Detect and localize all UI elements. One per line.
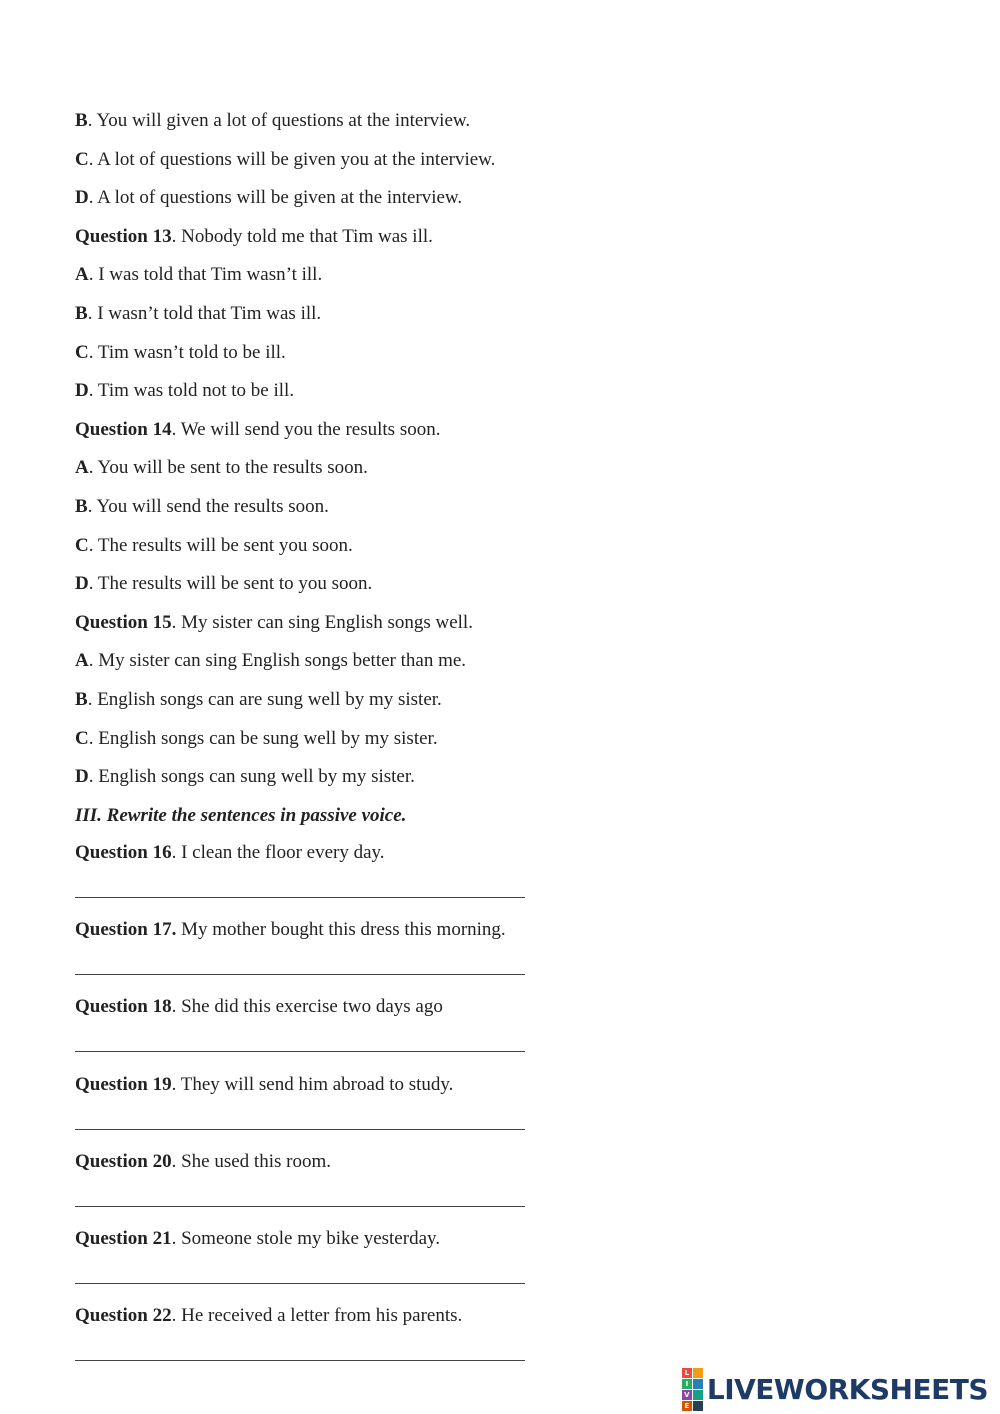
- rewrite-question: [75, 918, 506, 942]
- answer-blank[interactable]: [75, 1360, 525, 1361]
- answer-option[interactable]: [75, 765, 415, 789]
- answer-blank[interactable]: [75, 1051, 525, 1052]
- question-text: . Nobody told me that Tim was ill.: [171, 225, 433, 247]
- rewrite-question: [75, 1150, 331, 1174]
- logo-tile: [693, 1401, 703, 1411]
- answer-option[interactable]: [75, 688, 442, 712]
- question-number: Question 20: [75, 1150, 172, 1172]
- logo-tile: [693, 1390, 703, 1400]
- rewrite-question: [75, 841, 385, 865]
- option-text: . English songs can be sung well by my sister.: [88, 727, 438, 749]
- rewrite-question: [75, 995, 443, 1019]
- option-text: . Tim wasn’t told to be ill.: [88, 341, 286, 363]
- option-letter: D: [75, 766, 89, 788]
- answer-option[interactable]: [75, 649, 466, 673]
- answer-blank[interactable]: [75, 974, 525, 975]
- logo-tile: L: [682, 1368, 692, 1378]
- answer-option[interactable]: [75, 263, 322, 287]
- option-text: . The results will be sent to you soon.: [88, 573, 373, 595]
- answer-blank[interactable]: [75, 897, 525, 898]
- answer-option[interactable]: [75, 109, 470, 133]
- question-number: Question 21: [75, 1228, 172, 1249]
- answer-option[interactable]: [75, 456, 368, 480]
- answer-option[interactable]: [75, 302, 321, 326]
- logo-tile: [693, 1368, 703, 1378]
- question-number: Question 15: [75, 611, 172, 633]
- liveworksheets-logo-icon: [682, 1368, 703, 1411]
- answer-option[interactable]: [75, 727, 438, 751]
- option-letter: C: [75, 148, 89, 170]
- question-text: . They will send him abroad to study.: [171, 1073, 454, 1095]
- option-text: . A lot of questions will be given you at the interview.: [88, 148, 496, 170]
- option-letter: B: [75, 496, 88, 517]
- option-letter: B: [75, 110, 88, 131]
- option-letter: B: [75, 303, 88, 324]
- question-text: . My sister can sing English songs well.: [171, 611, 473, 633]
- logo-tile: [693, 1379, 703, 1389]
- option-text: . You will given a lot of questions at the interview.: [87, 110, 471, 131]
- question-text: . He received a letter from his parents.: [171, 1305, 463, 1327]
- answer-option[interactable]: [75, 534, 353, 558]
- answer-option[interactable]: [75, 186, 462, 210]
- question-prompt: [75, 225, 433, 249]
- answer-option[interactable]: [75, 379, 294, 403]
- option-letter: B: [75, 689, 88, 710]
- question-number: Question 19: [75, 1073, 172, 1095]
- option-letter: D: [75, 573, 89, 595]
- question-number: Question 17.: [75, 919, 177, 941]
- option-letter: A: [75, 457, 89, 479]
- question-text: . Someone stole my bike yesterday.: [171, 1228, 441, 1249]
- option-letter: D: [75, 380, 89, 402]
- option-text: . English songs can sung well by my sister.: [88, 766, 415, 788]
- logo-tile: I: [682, 1379, 692, 1389]
- option-letter: A: [75, 650, 89, 672]
- answer-option[interactable]: [75, 495, 329, 519]
- question-prompt: [75, 611, 473, 635]
- option-letter: D: [75, 187, 89, 209]
- logo-tile: V: [682, 1390, 692, 1400]
- answer-option[interactable]: [75, 148, 495, 172]
- option-text: . English songs can are sung well by my sister.: [87, 689, 442, 710]
- option-text: . The results will be sent you soon.: [88, 534, 353, 556]
- option-text: . You will be sent to the results soon.: [88, 457, 368, 479]
- option-letter: C: [75, 341, 89, 363]
- question-number: Question 14: [75, 418, 172, 440]
- answer-blank[interactable]: [75, 1129, 525, 1130]
- question-text: . I clean the floor every day.: [171, 842, 385, 863]
- question-number: Question 22: [75, 1305, 172, 1327]
- option-letter: C: [75, 727, 89, 749]
- option-text: . My sister can sing English songs better than me.: [88, 650, 467, 672]
- liveworksheets-footer: [682, 1368, 988, 1410]
- rewrite-question: [75, 1304, 462, 1328]
- question-number: Question 18: [75, 996, 172, 1018]
- section-title: III. Rewrite the sentences in passive voice.: [75, 804, 407, 826]
- option-text: . I was told that Tim wasn’t ill.: [88, 264, 323, 286]
- rewrite-question: [75, 1227, 440, 1251]
- question-number: Question 13: [75, 225, 172, 247]
- rewrite-question: [75, 1073, 453, 1097]
- question-number: Question 16: [75, 842, 172, 863]
- answer-blank[interactable]: [75, 1283, 525, 1284]
- brand-name: LIVEWORKSHEETS: [706, 1372, 988, 1406]
- question-text: . We will send you the results soon.: [171, 418, 441, 440]
- answer-blank[interactable]: [75, 1206, 525, 1207]
- option-text: . You will send the results soon.: [87, 496, 329, 517]
- question-text: . She used this room.: [171, 1150, 331, 1172]
- answer-option[interactable]: [75, 341, 286, 365]
- option-letter: C: [75, 534, 89, 556]
- option-text: . I wasn’t told that Tim was ill.: [87, 303, 322, 324]
- question-prompt: [75, 418, 440, 442]
- option-text: . A lot of questions will be given at the interview.: [88, 187, 463, 209]
- option-letter: A: [75, 264, 89, 286]
- question-text: My mother bought this dress this morning.: [176, 919, 506, 941]
- option-text: . Tim was told not to be ill.: [88, 380, 295, 402]
- question-text: . She did this exercise two days ago: [171, 996, 443, 1018]
- answer-option[interactable]: [75, 572, 372, 596]
- logo-tile: E: [682, 1401, 692, 1411]
